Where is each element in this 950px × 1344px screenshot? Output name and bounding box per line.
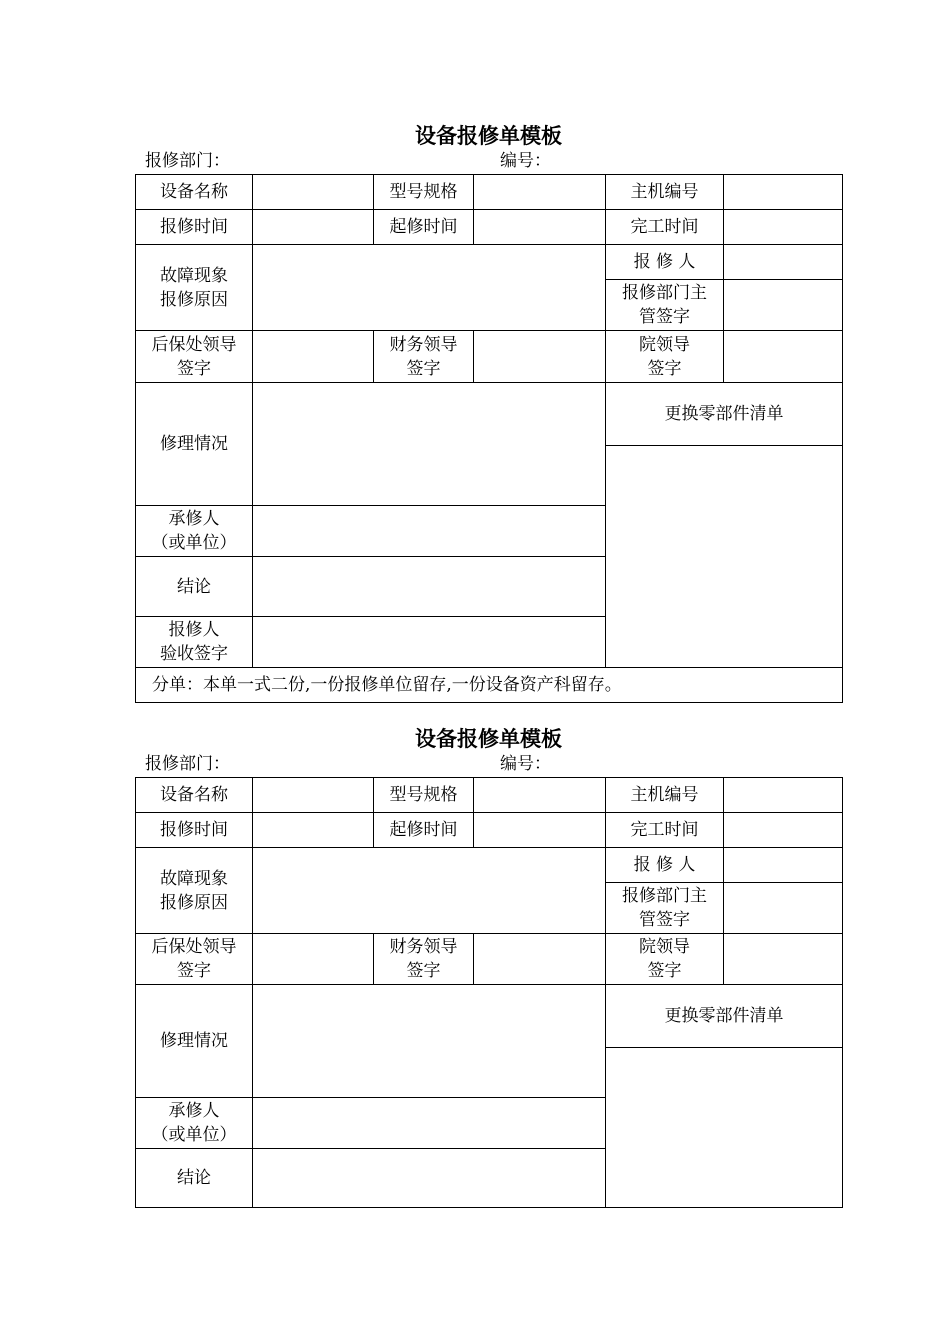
acceptance-label-line1: 报修人 (168, 620, 220, 640)
conclusion-label: 结论 (136, 1149, 253, 1208)
reporter-field[interactable] (724, 245, 843, 280)
table-row (136, 245, 843, 280)
finance-leader-field[interactable] (474, 934, 606, 985)
contractor-label-line1: 承修人 (168, 509, 220, 529)
logistics-leader-field[interactable] (253, 934, 374, 985)
completion-time-field[interactable] (724, 813, 843, 848)
logistics-leader-label-line2: 签字 (177, 961, 211, 981)
table-row (136, 210, 843, 245)
logistics-leader-label (136, 331, 253, 383)
model-spec-field[interactable] (474, 778, 606, 813)
finance-leader-label-line1: 财务领导 (389, 334, 458, 355)
dept-supervisor-field[interactable] (724, 883, 843, 934)
finance-leader-label-line2: 签字 (406, 358, 441, 379)
logistics-leader-label-line1: 后保处领导 (151, 937, 237, 957)
model-spec-field[interactable] (474, 175, 606, 210)
form-title: 设备报修单模板 (415, 123, 562, 148)
report-time-field[interactable] (253, 210, 374, 245)
dept-supervisor-field[interactable] (724, 280, 843, 331)
equipment-name-field[interactable] (253, 175, 374, 210)
repair-form-table (135, 777, 843, 1208)
model-spec-label: 型号规格 (374, 778, 474, 813)
table-row (136, 778, 843, 813)
finance-leader-label-line1: 财务领导 (389, 937, 458, 957)
equipment-name-label: 设备名称 (136, 175, 253, 210)
repair-start-field[interactable] (474, 210, 606, 245)
logistics-leader-label (136, 934, 253, 985)
logistics-leader-field[interactable] (253, 331, 374, 383)
number-label: 编号： (500, 754, 551, 774)
acceptance-field[interactable] (253, 617, 606, 668)
finance-leader-field[interactable] (474, 331, 606, 383)
fault-label-line1: 故障现象 (160, 868, 228, 889)
dean-field[interactable] (724, 934, 843, 985)
fault-description-field[interactable] (253, 848, 606, 934)
dept-supervisor-label-line2: 管签字 (639, 307, 690, 327)
dean-label-line2: 签字 (647, 961, 682, 981)
repair-status-field[interactable] (253, 383, 606, 506)
repair-status-field[interactable] (253, 985, 606, 1098)
copy-note: 分单：本单一式二份,一份报修单位留存,一份设备资产科留存。 (136, 668, 843, 703)
dean-label (606, 934, 724, 985)
conclusion-field[interactable] (253, 557, 606, 617)
table-row (136, 848, 843, 883)
dept-supervisor-label-line1: 报修部门主 (622, 283, 707, 303)
conclusion-label: 结论 (136, 557, 253, 617)
contractor-label-line1: 承修人 (168, 1101, 220, 1121)
dean-label-line1: 院领导 (639, 334, 690, 355)
host-number-field[interactable] (724, 778, 843, 813)
dean-label-line2: 签字 (647, 358, 682, 379)
repair-start-field[interactable] (474, 813, 606, 848)
dept-supervisor-label-line1: 报修部门主 (622, 886, 707, 906)
dean-label (606, 331, 724, 383)
dept-supervisor-label (606, 280, 724, 331)
fault-label-line2: 报修原因 (160, 892, 228, 913)
logistics-leader-label-line2: 签字 (177, 358, 211, 379)
reporter-label: 报 修 人 (606, 848, 724, 883)
table-row (136, 668, 843, 703)
report-time-label: 报修时间 (136, 210, 253, 245)
dept-label: 报修部门： (145, 151, 230, 171)
table-row (136, 813, 843, 848)
host-number-label: 主机编号 (606, 778, 724, 813)
repair-start-label: 起修时间 (374, 210, 474, 245)
equipment-name-field[interactable] (253, 778, 374, 813)
dean-field[interactable] (724, 331, 843, 383)
parts-list-label: 更换零部件清单 (606, 985, 843, 1048)
fault-label (136, 848, 253, 934)
finance-leader-label (374, 934, 474, 985)
acceptance-label (136, 617, 253, 668)
repair-form-table (135, 174, 843, 703)
repair-status-label: 修理情况 (136, 985, 253, 1098)
reporter-label: 报 修 人 (606, 245, 724, 280)
table-row (136, 175, 843, 210)
host-number-field[interactable] (724, 175, 843, 210)
parts-list-field[interactable] (606, 1048, 843, 1208)
contractor-label (136, 1098, 253, 1149)
finance-leader-label-line2: 签字 (406, 961, 441, 981)
table-row (136, 985, 843, 1048)
form-title: 设备报修单模板 (415, 726, 562, 751)
contractor-field[interactable] (253, 1098, 606, 1149)
repair-status-label: 修理情况 (136, 383, 253, 506)
dept-supervisor-label (606, 883, 724, 934)
report-time-field[interactable] (253, 813, 374, 848)
contractor-label (136, 506, 253, 557)
completion-time-field[interactable] (724, 210, 843, 245)
dean-label-line1: 院领导 (639, 937, 690, 957)
table-row (136, 934, 843, 985)
model-spec-label: 型号规格 (374, 175, 474, 210)
reporter-field[interactable] (724, 848, 843, 883)
equipment-name-label: 设备名称 (136, 778, 253, 813)
completion-time-label: 完工时间 (606, 813, 724, 848)
repair-start-label: 起修时间 (374, 813, 474, 848)
conclusion-field[interactable] (253, 1149, 606, 1208)
fault-label-line2: 报修原因 (160, 289, 228, 310)
table-row (136, 331, 843, 383)
fault-label (136, 245, 253, 331)
table-row (136, 383, 843, 446)
contractor-field[interactable] (253, 506, 606, 557)
parts-list-field[interactable] (606, 446, 843, 668)
number-label: 编号： (500, 151, 551, 171)
completion-time-label: 完工时间 (606, 210, 724, 245)
dept-label: 报修部门： (145, 754, 230, 774)
host-number-label: 主机编号 (606, 175, 724, 210)
logistics-leader-label-line1: 后保处领导 (151, 334, 237, 355)
fault-label-line1: 故障现象 (160, 265, 228, 286)
fault-description-field[interactable] (253, 245, 606, 331)
report-time-label: 报修时间 (136, 813, 253, 848)
finance-leader-label (374, 331, 474, 383)
parts-list-label: 更换零部件清单 (606, 383, 843, 446)
dept-supervisor-label-line2: 管签字 (639, 910, 690, 930)
contractor-label-line2: （或单位） (151, 1125, 237, 1145)
contractor-label-line2: （或单位） (151, 533, 237, 553)
acceptance-label-line2: 验收签字 (160, 644, 228, 664)
